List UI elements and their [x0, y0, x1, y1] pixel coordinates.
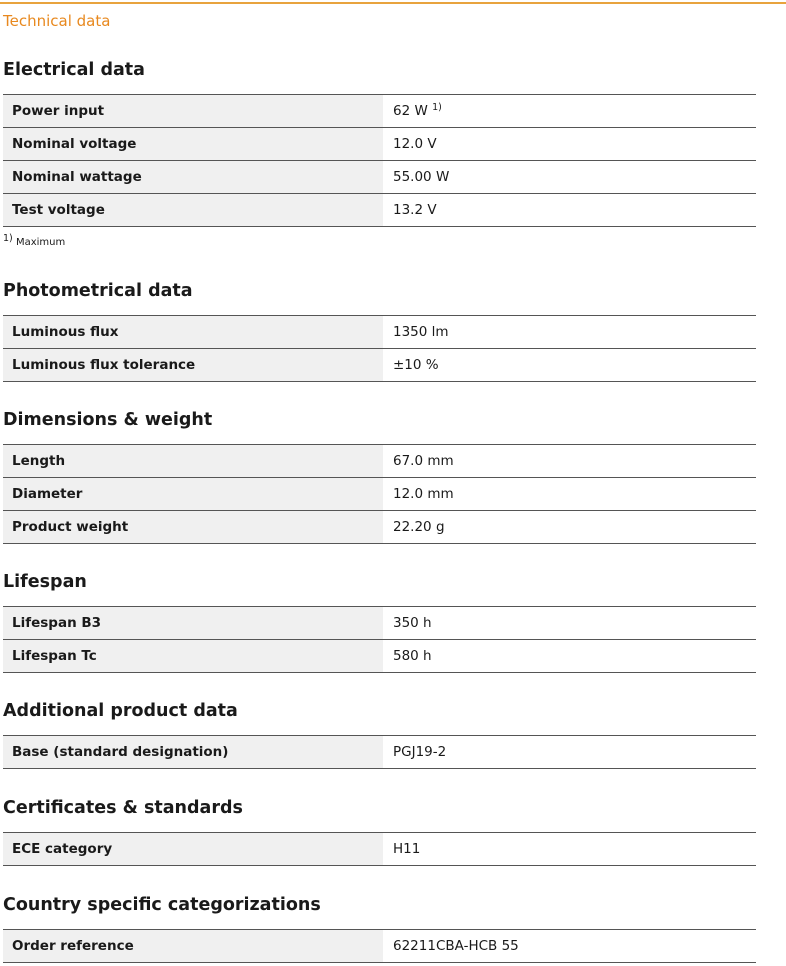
footnote-text: Maximum — [15, 237, 66, 248]
table-row — [3, 194, 756, 227]
value-text: 62 W — [393, 103, 428, 119]
row-value: 350 h — [383, 607, 756, 639]
row-label: Nominal wattage — [3, 161, 383, 193]
footnote — [3, 233, 66, 250]
row-label: Nominal voltage — [3, 128, 383, 160]
dimensions-data-table — [3, 444, 756, 544]
footnote-marker: 1) — [3, 233, 13, 244]
section-title-lifespan: Lifespan — [3, 572, 87, 592]
country-data-table — [3, 929, 756, 963]
row-label: Luminous flux — [3, 316, 383, 348]
row-label: Order reference — [3, 930, 383, 962]
table-row — [3, 128, 756, 161]
photometrical-data-table — [3, 315, 756, 382]
row-value: 1350 lm — [383, 316, 756, 348]
row-value: 22.20 g — [383, 511, 756, 543]
section-title-dimensions: Dimensions & weight — [3, 410, 213, 430]
row-value: 67.0 mm — [383, 445, 756, 477]
row-label: Base (standard designation) — [3, 736, 383, 768]
table-row — [3, 736, 756, 769]
table-row — [3, 445, 756, 478]
header-accent-rule — [0, 2, 786, 4]
certificates-data-table — [3, 832, 756, 866]
page-title: Technical data — [3, 12, 111, 30]
row-value — [383, 95, 756, 127]
row-value: 62211CBA-HCB 55 — [383, 930, 756, 962]
table-row — [3, 161, 756, 194]
row-value: 12.0 V — [383, 128, 756, 160]
row-value: PGJ19-2 — [383, 736, 756, 768]
row-value: ±10 % — [383, 349, 756, 381]
table-row — [3, 316, 756, 349]
table-row — [3, 511, 756, 544]
section-title-photometrical: Photometrical data — [3, 281, 193, 301]
row-label: Length — [3, 445, 383, 477]
row-value: H11 — [383, 833, 756, 865]
table-row — [3, 930, 756, 963]
lifespan-data-table — [3, 606, 756, 673]
row-label: Lifespan Tc — [3, 640, 383, 672]
row-value: 580 h — [383, 640, 756, 672]
table-row — [3, 607, 756, 640]
table-row — [3, 478, 756, 511]
section-title-country: Country specific categorizations — [3, 895, 321, 915]
row-label: ECE category — [3, 833, 383, 865]
row-label: Product weight — [3, 511, 383, 543]
row-label: Diameter — [3, 478, 383, 510]
section-title-certificates: Certificates & standards — [3, 798, 243, 818]
additional-data-table — [3, 735, 756, 769]
section-title-electrical: Electrical data — [3, 60, 145, 80]
row-value: 55.00 W — [383, 161, 756, 193]
row-label: Luminous flux tolerance — [3, 349, 383, 381]
table-row — [3, 833, 756, 866]
row-value: 13.2 V — [383, 194, 756, 226]
section-title-additional: Additional product data — [3, 701, 238, 721]
table-row — [3, 640, 756, 673]
table-row — [3, 349, 756, 382]
footnote-ref: 1) — [432, 102, 442, 113]
table-row — [3, 95, 756, 128]
electrical-data-table — [3, 94, 756, 227]
row-label: Lifespan B3 — [3, 607, 383, 639]
row-label: Power input — [3, 95, 383, 127]
row-value: 12.0 mm — [383, 478, 756, 510]
row-label: Test voltage — [3, 194, 383, 226]
